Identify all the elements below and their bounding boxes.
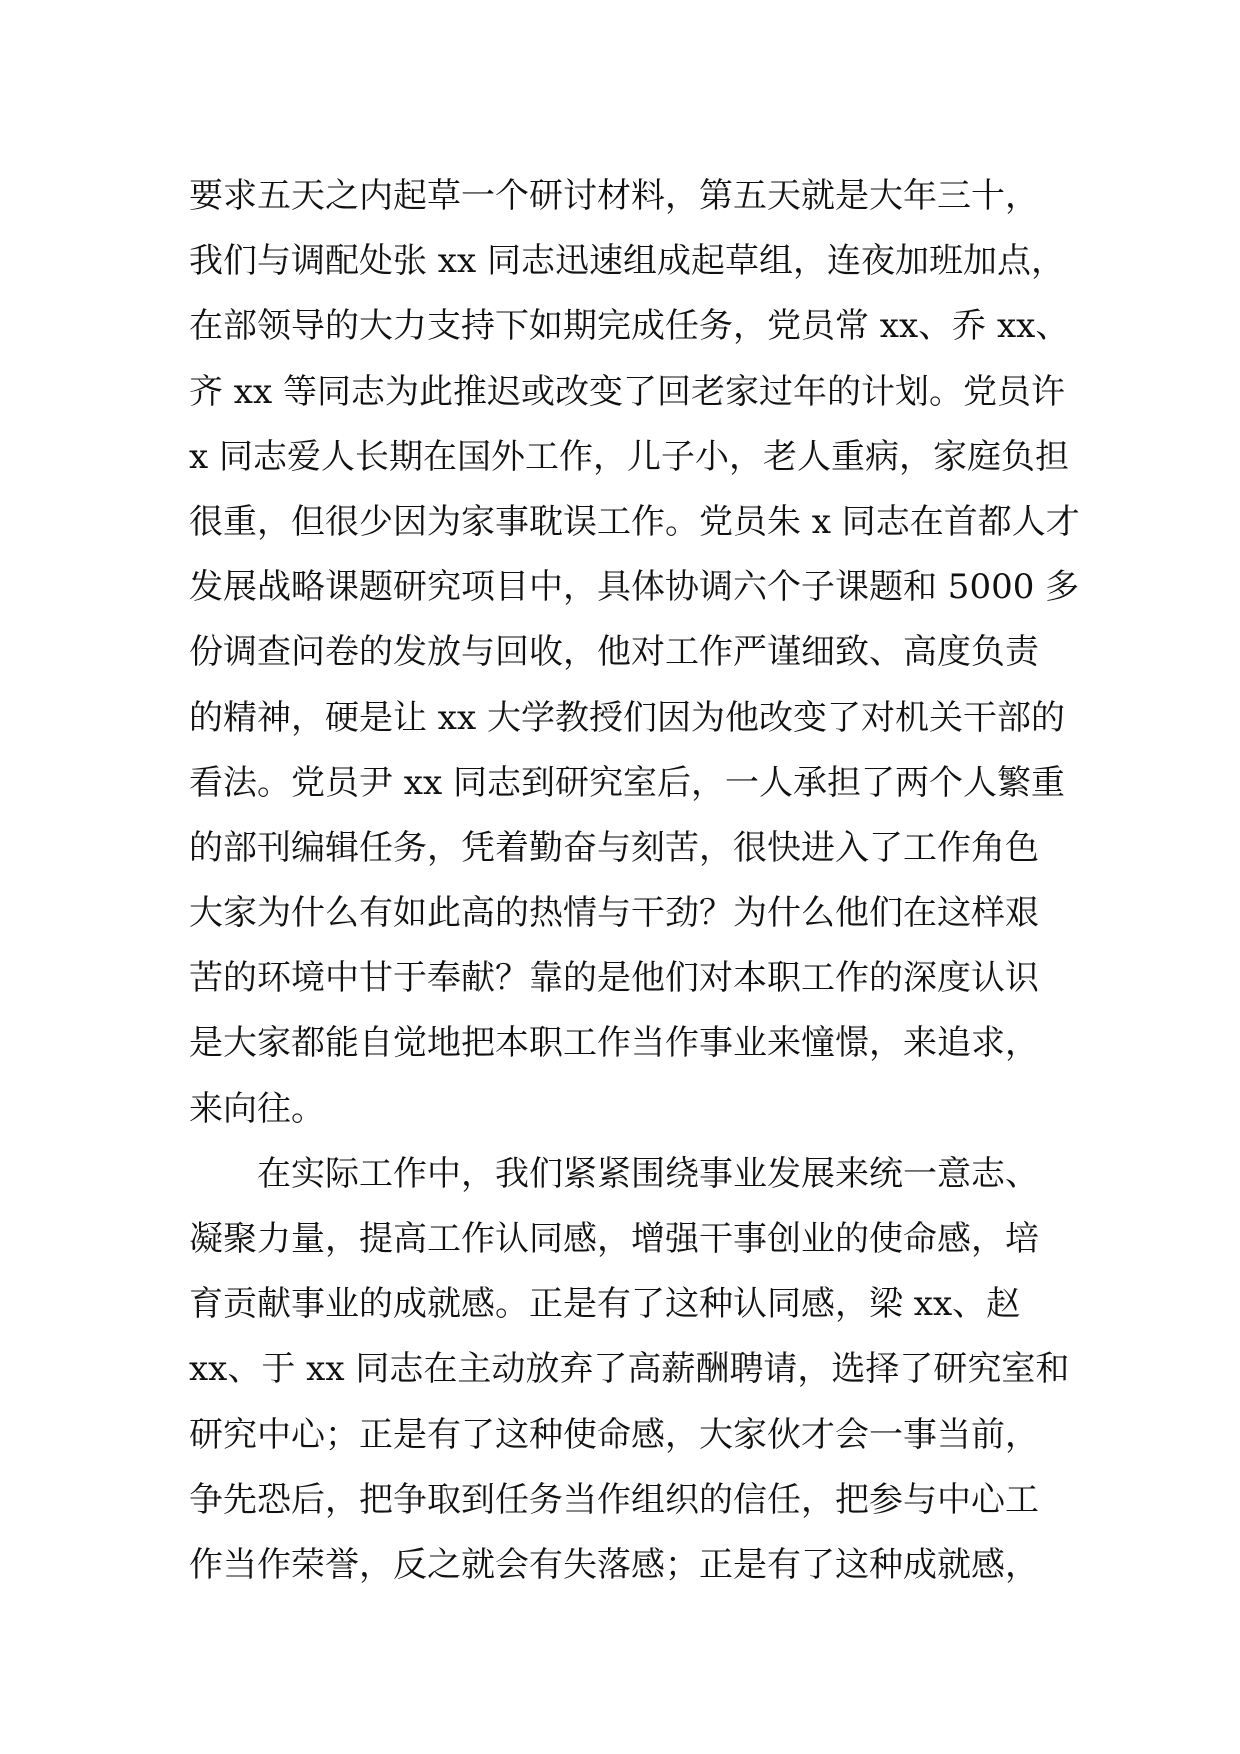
text-line: 发展战略课题研究项目中，具体协调六个子课题和 5000 多 xyxy=(189,567,1080,608)
paragraph-1 xyxy=(189,164,1080,1142)
text-line: 我们与调配处张 xx 同志迅速组成起草组，连夜加班加点， xyxy=(189,241,1065,282)
text-line: 在实际工作中，我们紧紧围绕事业发展来统一意志、 xyxy=(257,1153,1039,1194)
text-line: 研究中心；正是有了这种使命感，大家伙才会一事当前， xyxy=(189,1414,1039,1455)
text-line: 的精神，硬是让 xx 大学教授们因为他改变了对机关干部的 xyxy=(189,697,1065,738)
text-line: 育贡献事业的成就感。正是有了这种认同感，梁 xx、赵 xyxy=(189,1284,1021,1325)
text-line: 在部领导的大力支持下如期完成任务，党员常 xx、乔 xx、 xyxy=(189,306,1070,347)
text-line: 的部刊编辑任务，凭着勤奋与刻苦，很快进入了工作角色 xyxy=(189,827,1039,868)
text-line: 齐 xx 等同志为此推迟或改变了回老家过年的计划。党员许 xyxy=(189,371,1065,412)
text-line: x 同志爱人长期在国外工作，儿子小，老人重病，家庭负担 xyxy=(189,436,1069,477)
text-line: 大家为什么有如此高的热情与干劲？为什么他们在这样艰 xyxy=(189,893,1039,934)
text-line: 苦的环境中甘于奉献？靠的是他们对本职工作的深度认识 xyxy=(189,958,1039,999)
text-line: 作当作荣誉，反之就会有失落感；正是有了这种成就感， xyxy=(189,1544,1039,1585)
body-text xyxy=(189,164,1080,1598)
text-line: 争先恐后，把争取到任务当作组织的信任，把参与中心工 xyxy=(189,1479,1039,1520)
text-line: 要求五天之内起草一个研讨材料，第五天就是大年三十， xyxy=(189,176,1039,216)
text-line: xx、于 xx 同志在主动放弃了高薪酬聘请，选择了研究室和 xyxy=(189,1349,1070,1390)
text-line: 凝聚力量，提高工作认同感，增强干事创业的使命感，培 xyxy=(189,1219,1039,1259)
paragraph-2 xyxy=(189,1142,1070,1598)
text-line: 份调查问卷的发放与回收，他对工作严谨细致、高度负责 xyxy=(189,632,1039,673)
text-line: 看法。党员尹 xx 同志到研究室后，一人承担了两个人繁重 xyxy=(189,762,1065,803)
text-line: 很重，但很少因为家事耽误工作。党员朱 x 同志在首都人才 xyxy=(189,501,1080,542)
text-line: 来向往。 xyxy=(189,1088,325,1129)
text-line: 是大家都能自觉地把本职工作当作事业来憧憬，来追求， xyxy=(189,1023,1039,1064)
